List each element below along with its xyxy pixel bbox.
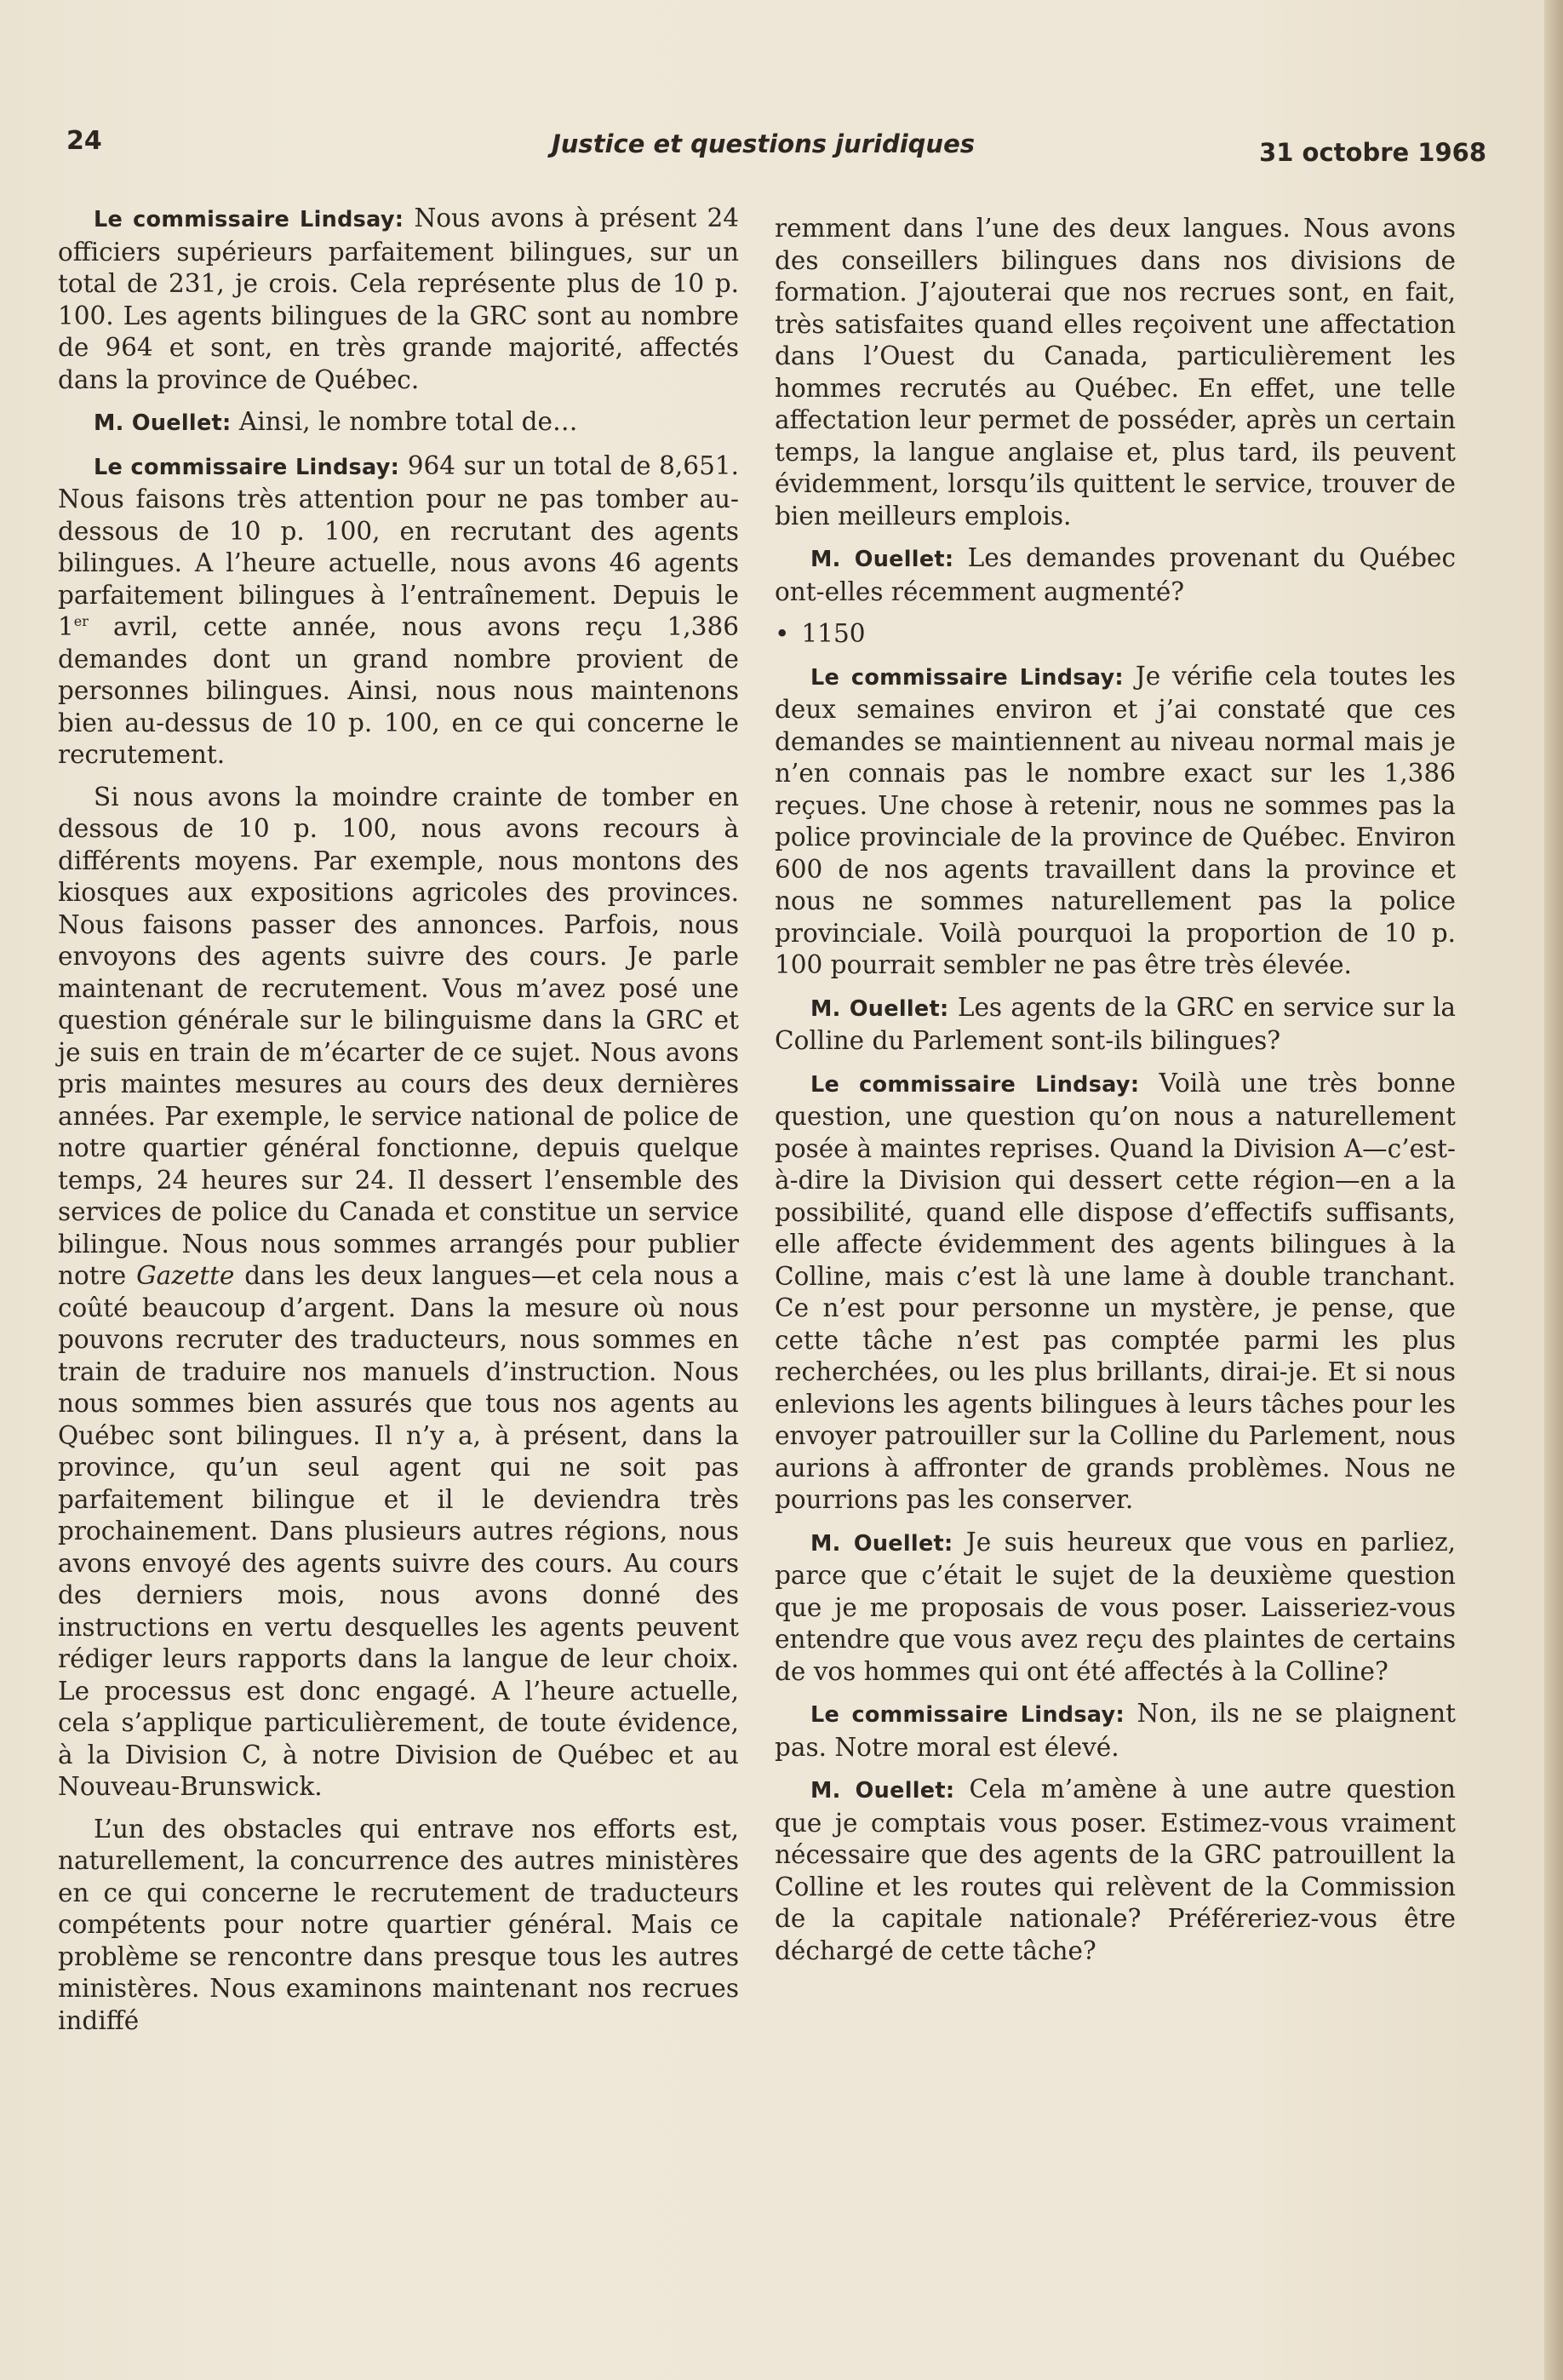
paragraph — [58, 203, 739, 396]
speaker-label: Le commissaire Lindsay: — [810, 1702, 1125, 1728]
paragraph-text: remment dans l’une des deux langues. Nous avons des conseillers bilingues dans nos divisions de formation. J’ajouterai que nos recrues sont, en fait, très satisfaites quand elles reçoivent une affectation dans l’Ouest du Canada, particulièrement les hommes recrutés au Québec. En effet, une telle affectation leur permet de posséder, après un certain temps, la langue anglaise et, plus tard, ils peuvent évidemment, lorsqu’ils quittent le service, trouver de bien meilleurs emplois. — [775, 214, 1456, 530]
paragraph — [775, 213, 1456, 532]
superscript: er — [73, 613, 89, 630]
header-date: 31 octobre 1968 — [1259, 138, 1486, 167]
paragraph-text: Les agents de la GRC en service sur la Colline du Parlement sont-ils bilingues? — [775, 992, 1457, 1055]
paragraph-text: Je suis heureux que vous en parliez, parce que c’était le sujet de la deuxième question que je me proposais de vous poser. Laisseriez-vous entendre que vous avez reçu des plaintes de certains de vos hommes qui ont été affectés à la Colline? — [775, 1527, 1456, 1686]
paragraph — [58, 450, 739, 771]
paragraph-text: Les demandes provenant du Québec ont-elles récemment augmenté? — [775, 543, 1457, 606]
page-number: 24 — [66, 126, 102, 156]
paragraph-text: L’un des obstacles qui entrave nos efforts est, naturellement, la concurrence des autres ministères en ce qui concerne le recrutement de traducteurs compétents pour notre quartier général. Mais ce problème se rencontre dans presque tous les autres ministères. Nous examinons maintenant nos recrues indiffé — [58, 1814, 739, 2035]
paragraph — [775, 992, 1456, 1058]
speaker-label: Le commissaire Lindsay: — [810, 664, 1124, 691]
page-edge — [1544, 0, 1563, 2380]
running-title: Justice et questions juridiques — [552, 129, 976, 158]
paragraph — [58, 782, 739, 1804]
speaker-label: M. Ouellet: — [810, 1530, 953, 1557]
paragraph-text: dans les deux langues—et cela nous a coûté beaucoup d’argent. Dans la mesure où nous pouvons recruter des traducteurs, nous sommes en train de traduire nos manuels d’instruction. Nous nous sommes bien assurés que tous nos agents au Québec sont bilingues. Il n’y a, à présent, dans la province, qu’un seul agent qui ne soit pas parfaitement bilingue et il le deviendra très prochainement. Dans plusieurs autres régions, nous avons envoyé des agents suivre des cours. Au cours des derniers mois, nous avons donné des instructions en vertu desquelles les agents peuvent rédiger leurs rapports dans la langue de leur choix. Le processus est donc engagé. A l’heure actuelle, cela s’applique particulièrement, de toute évidence, à la Division C, à notre Division de Québec et au Nouveau-Brunswick. — [58, 1261, 739, 1801]
paragraph — [775, 542, 1456, 608]
page-header — [66, 121, 1486, 172]
paragraph — [58, 406, 739, 440]
paragraph-text: Nous avons à présent 24 officiers supérieurs parfaitement bilingues, sur un total de 231, je crois. Cela représente plus de 10 p. 100. Les agents bilingues de la GRC sont au nombre de 964 et sont, en très grande majorité, affectés dans la province de Québec. — [58, 204, 739, 394]
paragraph — [775, 1698, 1456, 1763]
speaker-label: M. Ouellet: — [94, 410, 232, 436]
paragraph — [775, 1774, 1456, 1967]
paragraph-text: Je vérifie cela toutes les deux semaines environ et j’ai constaté que ces demandes se maintiennent au niveau normal mais je n’en connais pas le nombre exact sur les 1,386 reçues. Une chose à retenir, nous ne sommes pas la police provinciale de la province de Québec. Environ 600 de nos agents travaillent dans la province et nous ne sommes naturellement pas la police provinciale. Voilà pourquoi la proportion de 10 p. 100 pourrait sembler ne pas être très élevée. — [775, 661, 1456, 979]
paragraph-text: Voilà une très bonne question, une question qu’on nous a naturellement posée à maintes reprises. Quand la Division A—c’est-à-dire la Division qui dessert cette région—en a la possibilité, quand elle dispose d’effectifs suffisants, elle affecte évidemment des agents bilingues à la Colline, mais c’est là une lame à double tranchant. Ce n’est pour personne un mystère, je pense, que cette tâche n’est pas comptée parmi les plus recherchées, ou les plus brillants, dirai-je. Et si nous enlevions les agents bilingues à leurs tâches pour les envoyer patrouiller sur la Colline du Parlement, nous aurions à affronter de grands problèmes. Nous ne pourrions pas les conserver. — [775, 1068, 1456, 1514]
paragraph — [775, 661, 1456, 982]
publication-title: Gazette — [136, 1261, 235, 1290]
paragraph-text: Non, ils ne se plaignent pas. Notre moral est élevé. — [775, 1699, 1456, 1762]
paragraph — [775, 1527, 1456, 1689]
time-marker-text: 1150 — [801, 619, 866, 648]
right-column — [775, 213, 1456, 1977]
paragraph-text: 964 sur un total de 8,651. Nous faisons très attention pour ne pas tomber au-dessous de 10 p. 100, en recrutant des agents bilingues. A l’heure actuelle, nous avons 46 agents parfaitement bilingues à l’entraînement. Depuis le 1 — [58, 450, 739, 641]
left-column — [58, 203, 739, 2047]
paragraph-text: Ainsi, le nombre total de… — [231, 407, 578, 436]
paragraph-text: Cela m’amène à une autre question que je comptais vous poser. Estimez-vous vraiment nécessaire que des agents de la GRC patrouillent la Colline et les routes qui relèvent de la Commission de la capitale nationale? Préféreriez-vous être déchargé de cette tâche? — [775, 1775, 1457, 1965]
paragraph-text: avril, cette année, nous avons reçu 1,386 demandes dont un grand nombre provient de personnes bilingues. Ainsi, nous nous maintenons bien au-dessus de 10 p. 100, en ce qui concerne le recrutement. — [58, 612, 739, 769]
speaker-label: M. Ouellet: — [810, 547, 954, 572]
paragraph-text: Si nous avons la moindre crainte de tomber en dessous de 10 p. 100, nous avons recours à différents moyens. Par exemple, nous montons des kiosques aux expositions agricoles des provinces. Nous faisons passer des annonces. Parfois, nous envoyons des agents suivre des cours. Je parle maintenant de recrutement. Vous m’avez posé une question générale sur le bilinguisme dans la GRC et je suis en train de m’écarter de ce sujet. Nous avons pris maintes mesures au cours des deux dernières années. Par exemple, le service national de police de notre quartier général fonctionne, depuis quelque temps, 24 heures sur 24. Il dessert l’ensemble des services de police du Canada et constitue un service bilingue. Nous nous sommes arrangés pour publier notre — [58, 782, 739, 1290]
speaker-label: M. Ouellet: — [810, 1778, 955, 1804]
paragraph — [775, 1068, 1456, 1517]
speaker-label: Le commissaire Lindsay: — [810, 1071, 1140, 1098]
time-marker — [775, 618, 1456, 651]
bullet-icon: • — [775, 619, 790, 648]
paragraph — [58, 1814, 739, 2038]
speaker-label: Le commissaire Lindsay: — [94, 207, 404, 232]
speaker-label: M. Ouellet: — [810, 995, 949, 1022]
speaker-label: Le commissaire Lindsay: — [94, 454, 400, 480]
